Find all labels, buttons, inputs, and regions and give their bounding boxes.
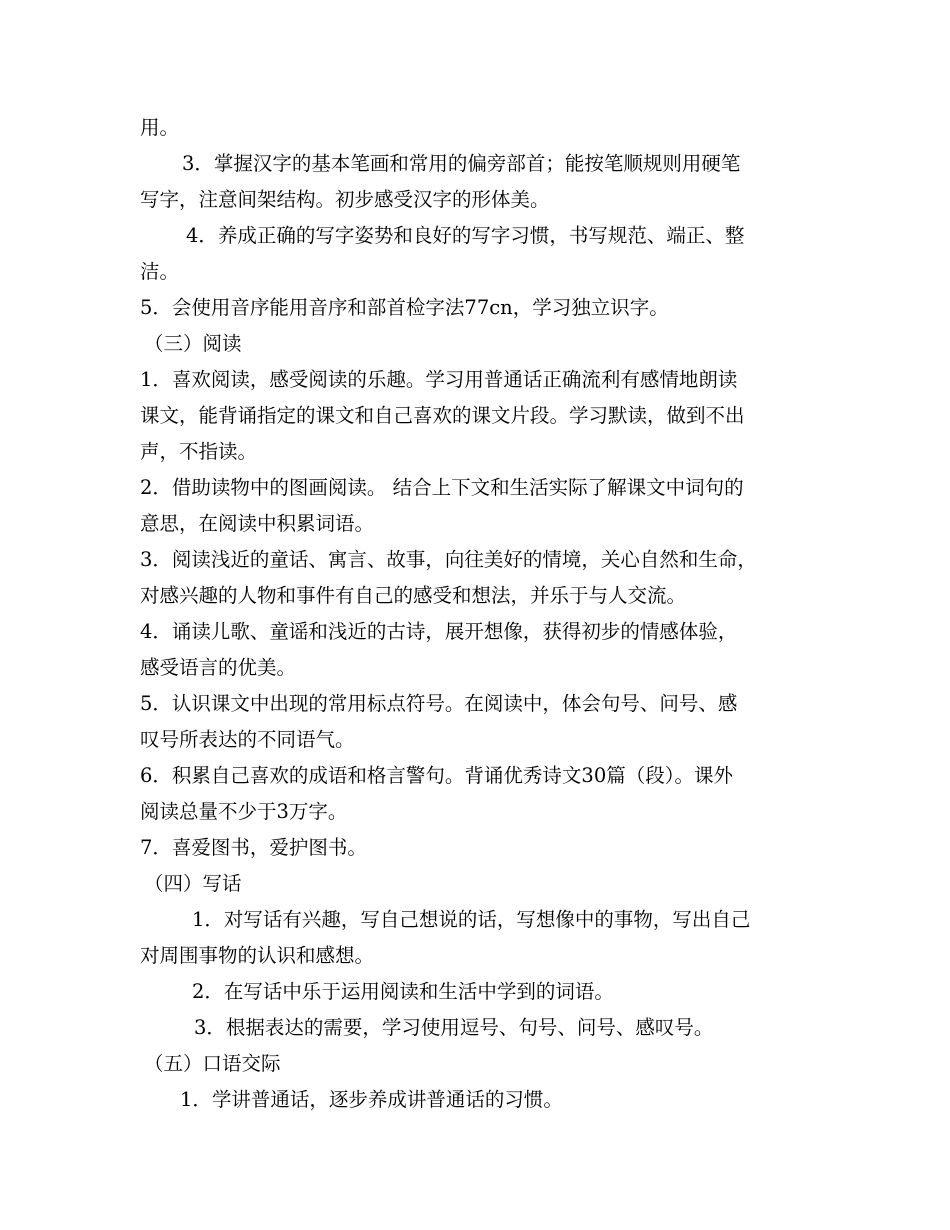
section-heading: （三）阅读 <box>144 332 242 355</box>
list-item: 3．阅读浅近的童话、寓言、故事，向往美好的情境，关心自然和生命， <box>140 548 757 571</box>
list-item: 2．在写话中乐于运用阅读和生活中学到的词语。 <box>192 980 614 1003</box>
list-item: 1．喜欢阅读，感受阅读的乐趣。学习用普通话正确流利有感情地朗读 <box>140 368 738 391</box>
list-item: 7．喜爱图书，爱护图书。 <box>140 836 367 859</box>
text-line: 叹号所表达的不同语气。 <box>140 728 355 751</box>
list-item: 5．认识课文中出现的常用标点符号。在阅读中，体会句号、问号、感 <box>140 692 738 715</box>
list-item: 2．借助读物中的图画阅读。 结合上下文和生活实际了解课文中词句的 <box>140 476 744 499</box>
text-line: 课文，能背诵指定的课文和自己喜欢的课文片段。学习默读，做到不出 <box>140 404 745 427</box>
list-item: 3．掌握汉字的基本笔画和常用的偏旁部首；能按笔顺规则用硬笔 <box>182 152 741 175</box>
section-heading: （四）写话 <box>144 872 242 895</box>
list-item: 3．根据表达的需要，学习使用逗号、句号、问号、感叹号。 <box>194 1016 714 1039</box>
text-line: 对感兴趣的人物和事件有自己的感受和想法，并乐于与人交流。 <box>140 584 687 607</box>
list-item: 1．学讲普通话，逐步养成讲普通话的习惯。 <box>180 1088 563 1111</box>
text-line: 用。 <box>140 116 180 139</box>
list-item: 5．会使用音序能用音序和部首检字法77cn，学习独立识字。 <box>140 296 669 319</box>
text-line: 意思，在阅读中积累词语。 <box>140 512 375 535</box>
text-line: 阅读总量不少于3万字。 <box>140 800 348 823</box>
list-item: 4．养成正确的写字姿势和良好的写字习惯，书写规范、端正、整 <box>186 224 745 247</box>
text-line: 洁。 <box>140 260 180 283</box>
text-line: 对周围事物的认识和感想。 <box>140 944 375 967</box>
list-item: 1．对写话有兴趣，写自己想说的话，写想像中的事物，写出自己 <box>192 908 751 931</box>
section-heading: （五）口语交际 <box>144 1052 281 1075</box>
document-body <box>140 110 820 1118</box>
text-line: 感受语言的优美。 <box>140 656 297 679</box>
list-item: 6．积累自己喜欢的成语和格言警句。背诵优秀诗文30篇（段）。课外 <box>140 764 733 787</box>
list-item: 4．诵读儿歌、童谣和浅近的古诗，展开想像，获得初步的情感体验， <box>140 620 738 643</box>
text-line: 声，不指读。 <box>140 440 258 463</box>
text-line: 写字，注意间架结构。初步感受汉字的形体美。 <box>140 188 550 211</box>
